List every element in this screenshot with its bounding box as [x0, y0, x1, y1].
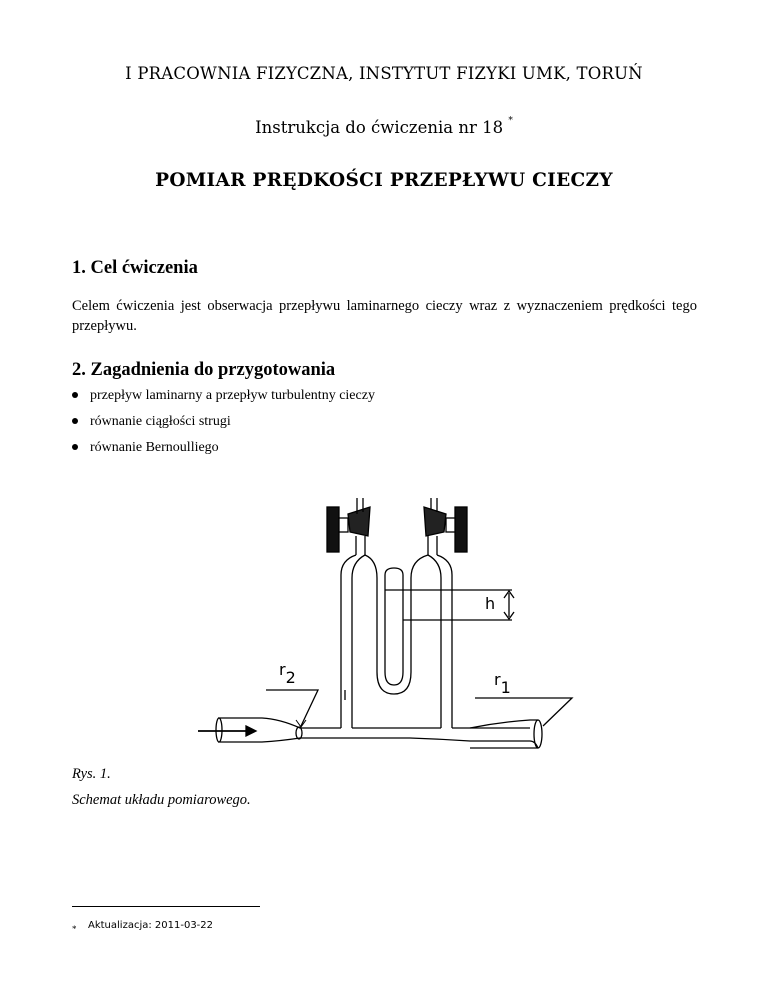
institution-header: I PRACOWNIA FIZYCZNA, INSTYTUT FIZYKI UMK, TORUŃ — [125, 64, 643, 83]
label-r1-r: r — [494, 670, 501, 689]
figure-caption-text: Schemat układu pomiarowego. — [72, 792, 251, 808]
footnote-divider — [72, 906, 260, 907]
section1-heading: 1. Cel ćwiczenia — [72, 258, 198, 278]
section2-heading: 2. Zagadnienia do przygotowania — [72, 360, 336, 380]
label-r2-r: r — [279, 660, 286, 679]
footnote-reference: * — [508, 115, 513, 126]
label-r2-subscript: 2 — [285, 668, 296, 687]
footnote-text: Aktualizacja: 2011-03-22 — [88, 920, 214, 931]
label-r1 — [494, 670, 511, 697]
label-r2 — [279, 660, 296, 687]
right-clamp — [424, 498, 467, 552]
label-h: h — [485, 594, 496, 613]
instruction-text: Instrukcja do ćwiczenia nr 18 — [255, 118, 504, 137]
list-item-text: równanie ciągłości strugi — [90, 414, 231, 429]
list-item-text: równanie Bernoulliego — [90, 440, 219, 455]
left-clamp — [327, 498, 370, 552]
list-item-text: przepływ laminarny a przepływ turbulentny cieczy — [90, 388, 375, 403]
label-r1-subscript: 1 — [500, 678, 511, 697]
section1-text: Celem ćwiczenia jest obserwacja przepływu laminarnego cieczy wraz z wyznaczeniem prędkości tego przepływu. — [72, 298, 697, 334]
footnote-mark: * — [72, 924, 77, 934]
figure-caption-number: Rys. 1. — [72, 766, 111, 782]
page-title: POMIAR PRĘDKOŚCI PRZEPŁYWU CIECZY — [155, 170, 613, 191]
